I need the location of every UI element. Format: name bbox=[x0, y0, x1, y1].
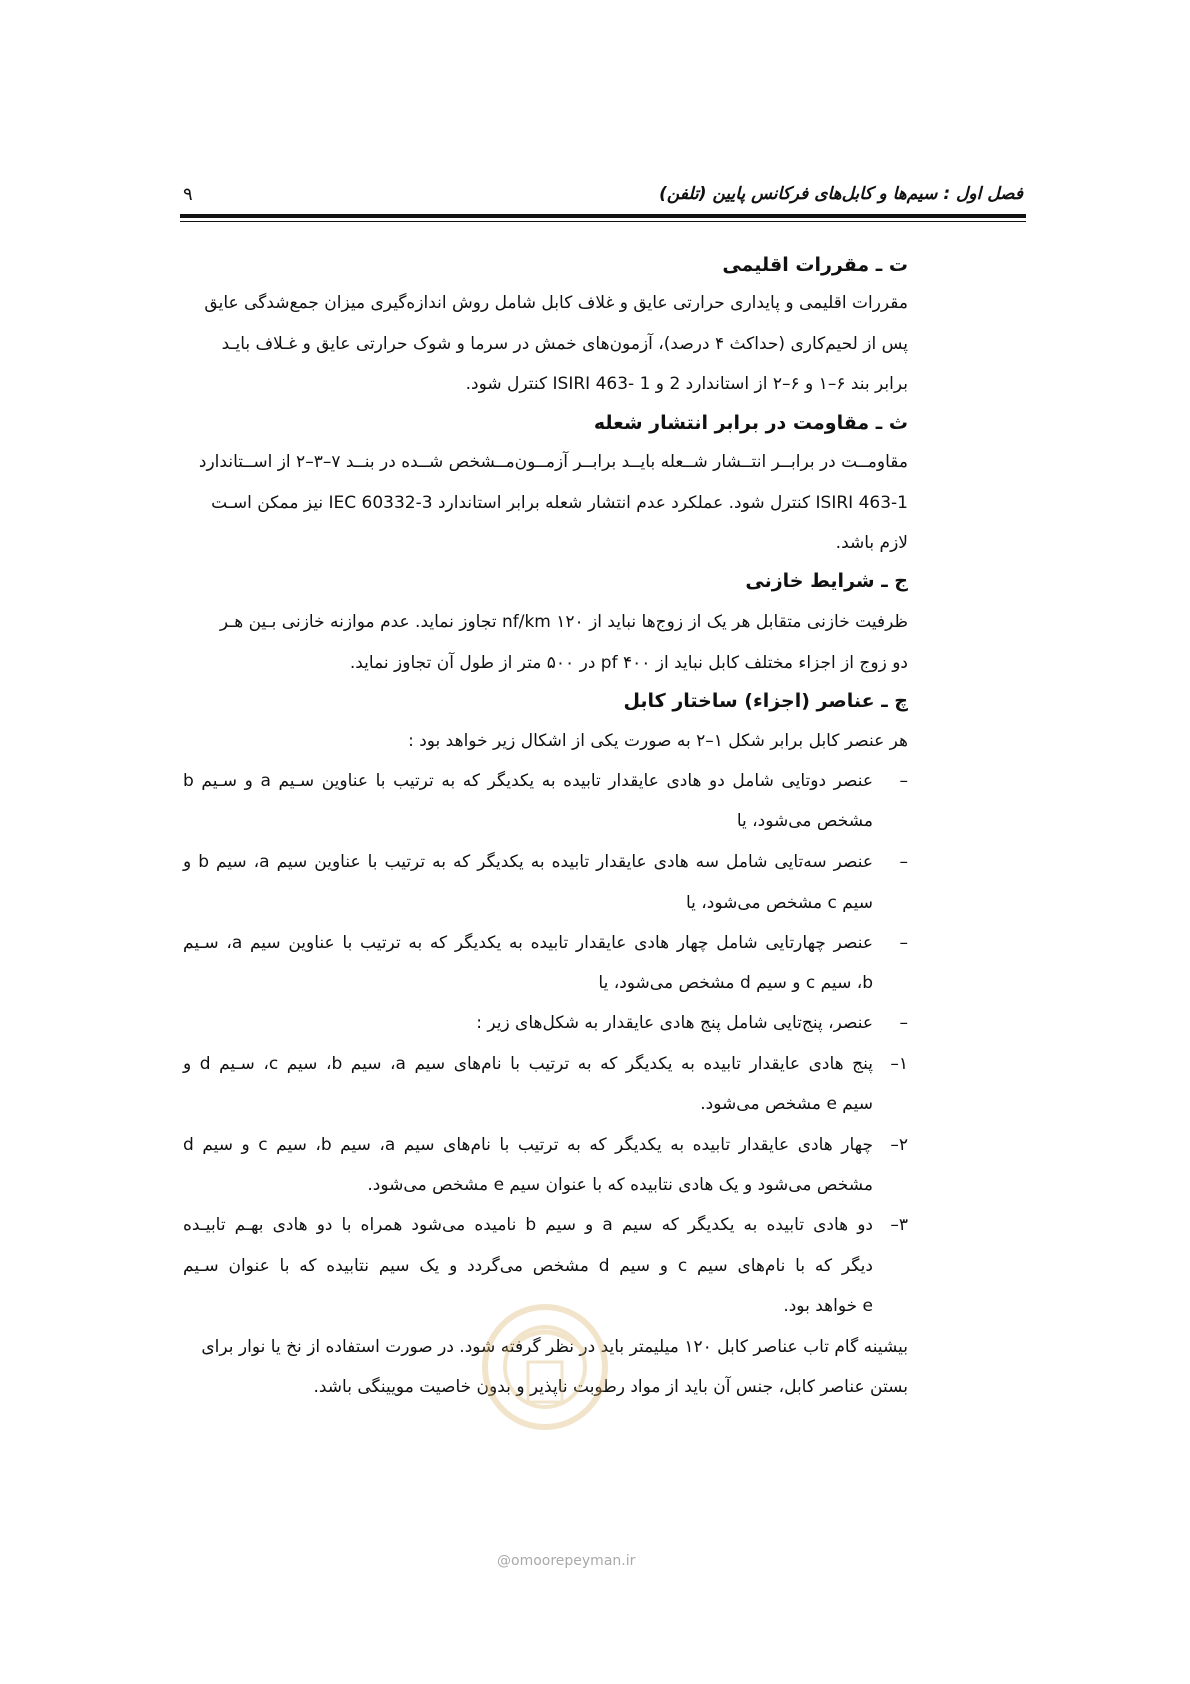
bullet-1-line-2: مشخص می‌شود، یا bbox=[736, 811, 873, 831]
header-rule-thin bbox=[180, 221, 1026, 222]
closing-line-1: بیشینه گام تاب عناصر کابل ۱۲۰ میلیمتر باید در نظر گرفته شود. در صورت استفاده از نخ یا نوار برای bbox=[201, 1337, 908, 1357]
bullet-1-line-1: عنصر دوتایی شامل دو هادی عایقدار تابیده به یکدیگر که به ترتیب با عناوین سـیم a و سـیم b bbox=[183, 771, 873, 791]
footer-website bbox=[497, 1553, 635, 1569]
bullet-4-line-1: عنصر، پنج‌تایی شامل پنج هادی عایقدار به شکل‌های زیر : bbox=[476, 1013, 873, 1033]
website-url: omoorepeyman.ir bbox=[511, 1553, 636, 1569]
elements-intro: هر عنصر کابل برابر شکل ۱–۲ به صورت یکی از اشکال زیر خواهد بود : bbox=[408, 731, 908, 751]
bullet-3-line-1: عنصر چهارتایی شامل چهار هادی عایقدار تابیده به یکدیگر که به ترتیب با عناوین سیم a، سـیم bbox=[183, 933, 874, 953]
publisher-watermark-logo bbox=[470, 1292, 620, 1442]
capacitance-line-2: دو زوج از اجزاء مختلف کابل نباید از ۴۰۰ pf در ۵۰۰ متر از طول آن تجاوز نماید. bbox=[349, 653, 908, 673]
numbered-1-marker: ۱– bbox=[890, 1054, 908, 1074]
heading-flame: ث ـ مقاومت در برابر انتشار شعله bbox=[593, 412, 908, 434]
climatic-line-1: مقررات اقلیمی و پایداری حرارتی عایق و غلاف کابل شامل روش اندازه‌گیری میزان جمع‌شدگی عایق bbox=[204, 293, 908, 313]
capacitance-line-1: ظرفیت خازنی متقابل هر یک از زوج‌ها نباید از ۱۲۰ nf/km تجاوز نماید. عدم موازنه خازنی بـین هـر bbox=[219, 612, 908, 632]
heading-capacitance: ج ـ شرایط خازنی bbox=[745, 570, 908, 592]
numbered-3-marker: ۳– bbox=[890, 1215, 908, 1235]
heading-climatic: ت ـ مقررات اقلیمی bbox=[722, 254, 908, 276]
numbered-1-line-2: سیم e مشخص می‌شود. bbox=[700, 1094, 873, 1114]
page-number: ۹ bbox=[183, 184, 193, 205]
numbered-3-line-1: دو هادی تابیده به یکدیگر که سیم a و سیم b نامیده می‌شود همراه با دو هادی بهـم تابیـده bbox=[183, 1215, 874, 1235]
numbered-3-line-3: e خواهد بود. bbox=[783, 1296, 873, 1316]
bullet-dash-3: – bbox=[899, 933, 908, 953]
numbered-1-line-1: پنج هادی عایقدار تابیده به یکدیگر که به ترتیب با نام‌های سیم a، سیم b، سیم c، سـیم d و bbox=[183, 1054, 873, 1074]
numbered-2-marker: ۲– bbox=[890, 1135, 908, 1155]
running-header bbox=[183, 184, 1023, 212]
header-rule-thick bbox=[180, 214, 1026, 218]
heading-elements: چ ـ عناصر (اجزاء) ساختار کابل bbox=[623, 690, 908, 712]
flame-line-1: مقاومــت در برابــر انتــشار شــعله بایــد برابــر آزمــون‌مــشخص شــده در بنــد ۷–۳–۲ از اســتاندارد bbox=[198, 452, 908, 472]
bullet-dash-1: – bbox=[899, 771, 908, 791]
closing-line-2: بستن عناصر کابل، جنس آن باید از مواد رطوبت ناپذیر و بدون خاصیت مویینگی باشد. bbox=[313, 1377, 908, 1397]
bullet-2-line-2: سیم c مشخص می‌شود، یا bbox=[685, 893, 873, 913]
at-icon: @ bbox=[497, 1553, 511, 1569]
climatic-line-2: پس از لحیم‌کاری (حداکث ۴ درصد)، آزمون‌های خمش در سرما و شوک حرارتی عایق و غـلاف بایـد bbox=[221, 334, 908, 354]
numbered-2-line-2: مشخص می‌شود و یک هادی نتابیده که با عنوان سیم e مشخص می‌شود. bbox=[367, 1175, 873, 1195]
numbered-2-line-1: چهار هادی عایقدار تابیده به یکدیگر که به ترتیب با نام‌های سیم a، سیم b، سیم c و سیم d bbox=[183, 1135, 873, 1155]
bullet-dash-4: – bbox=[899, 1013, 908, 1033]
climatic-line-3: برابر بند ۶–۱ و ۶–۲ از استاندارد 2 و 1 -ISIRI 463 کنترل شود. bbox=[465, 374, 908, 394]
bullet-3-line-2: b، سیم c و سیم d مشخص می‌شود، یا bbox=[598, 973, 873, 993]
bullet-2-line-1: عنصر سه‌تایی شامل سه هادی عایقدار تابیده به یکدیگر که به ترتیب با عناوین سیم a، سیم b و bbox=[183, 852, 873, 872]
bullet-dash-2: – bbox=[899, 852, 908, 872]
numbered-3-line-2: دیگر که با نام‌های سیم c و سیم d مشخص می‌گردد و یک سیم نتابیده که با عنوان سـیم bbox=[183, 1256, 873, 1276]
flame-line-2: ISIRI 463-1 کنترل شود. عملکرد عدم انتشار شعله برابر استاندارد IEC 60332-3 نیز ممکن اسـت bbox=[211, 493, 908, 513]
flame-line-3: لازم باشد. bbox=[835, 533, 908, 553]
chapter-title: فصل اول : سیم‌ها و کابل‌های فرکانس پایین (تلفن) bbox=[659, 184, 1023, 204]
